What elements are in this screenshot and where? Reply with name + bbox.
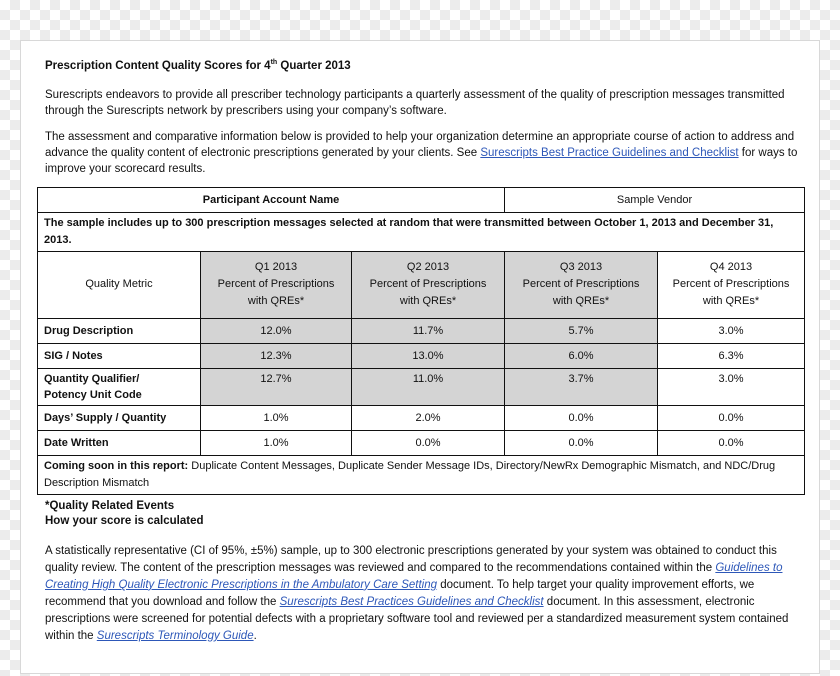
value-cell: 6.3% [658, 343, 805, 368]
sample-note: The sample includes up to 300 prescription messages selected at random that were transmitted between October 1, 2013 and December 31, 2013. [38, 212, 805, 251]
best-practice-link[interactable]: Surescripts Best Practice Guidelines and Checklist [480, 146, 739, 159]
table-row [38, 318, 805, 343]
column-header-q2: Q2 2013 Percent of Prescriptions with QREs* [352, 251, 505, 318]
metric-header: Quality Metric [38, 251, 201, 318]
metric-label: SIG / Notes [38, 343, 201, 368]
account-row [38, 187, 805, 212]
value-cell: 12.0% [201, 318, 352, 343]
title-text-end: Quarter 2013 [277, 59, 351, 72]
table-row [38, 343, 805, 368]
value-cell: 13.0% [352, 343, 505, 368]
document-page [20, 40, 820, 674]
value-cell: 0.0% [658, 430, 805, 455]
guidelines-link[interactable]: Guidelines to Creating High Quality Electronic Prescriptions in the Ambulatory Care Setting [45, 561, 783, 591]
assessment-text: The assessment and comparative information below is provided to help your organization determine an appropriate course of action to address and advance the quality content of electronic prescriptions generated by your clients. See [45, 130, 795, 159]
coming-soon-label: Coming soon in this report: [44, 459, 189, 472]
calculation-text: document. To help target your quality improvement efforts, we recommend that you download and follow the [45, 578, 755, 608]
value-cell: 3.0% [658, 318, 805, 343]
assessment-text-end: for ways to improve your scorecard results. [45, 146, 798, 175]
value-cell: 3.7% [505, 368, 658, 405]
column-header-q1: Q1 2013 Percent of Prescriptions with QREs* [201, 251, 352, 318]
assessment-paragraph [45, 129, 805, 177]
header-row [38, 251, 805, 318]
value-cell: 12.7% [201, 368, 352, 405]
terminology-guide-link[interactable]: Surescripts Terminology Guide [96, 629, 254, 642]
account-label: Participant Account Name [38, 187, 505, 212]
calculation-text: . [253, 629, 257, 642]
column-header-q4: Q4 2013 Percent of Prescriptions with QREs* [658, 251, 805, 318]
metric-label: Date Written [38, 430, 201, 455]
metric-label: Days’ Supply / Quantity [38, 405, 201, 430]
value-cell: 12.3% [201, 343, 352, 368]
title-text: Prescription Content Quality Scores for 4 [45, 59, 271, 72]
calculation-text: A statistically representative (CI of 95%, ±5%) sample, up to 300 electronic prescriptions generated by your system was obtained to conduct this quality review. The content of the prescription messages was reviewed and compared to the recommendations contained within the [45, 544, 777, 574]
value-cell: 1.0% [201, 405, 352, 430]
best-practices-link[interactable]: Surescripts Best Practices Guidelines and Checklist [279, 595, 544, 608]
value-cell: 0.0% [505, 430, 658, 455]
scorecard-table [37, 187, 805, 495]
value-cell: 0.0% [658, 405, 805, 430]
coming-soon-note [38, 455, 805, 494]
intro-paragraph: Surescripts endeavors to provide all prescriber technology participants a quarterly assessment of the quality of prescription messages transmitted through the Surescripts network by prescribers using your company’s software. [45, 88, 785, 117]
metric-label: Quantity Qualifier/ Potency Unit Code [38, 368, 201, 405]
qre-footnote: *Quality Related Events [45, 499, 175, 512]
account-value: Sample Vendor [505, 187, 805, 212]
column-header-q3: Q3 2013 Percent of Prescriptions with QREs* [505, 251, 658, 318]
value-cell: 0.0% [505, 405, 658, 430]
value-cell: 11.0% [352, 368, 505, 405]
value-cell: 2.0% [352, 405, 505, 430]
table-row [38, 368, 805, 405]
title-superscript: th [270, 59, 278, 66]
document-content [45, 55, 805, 645]
calculation-paragraph [45, 543, 805, 645]
value-cell: 5.7% [505, 318, 658, 343]
value-cell: 0.0% [352, 430, 505, 455]
calculation-text: document. In this assessment, electronic prescriptions were screened for potential defects with a proprietary software tool and reviewed per a standardized measurement system contained within the [45, 595, 789, 642]
document-title [45, 55, 805, 74]
how-calculated-heading: How your score is calculated [45, 514, 204, 527]
table-row [38, 405, 805, 430]
table-footnotes [45, 499, 805, 529]
metric-label: Drug Description [38, 318, 201, 343]
sample-row [38, 212, 805, 251]
coming-soon-text: Duplicate Content Messages, Duplicate Sender Message IDs, Directory/NewRx Demographic Mismatch, and NDC/Drug Description Mismatch [44, 459, 776, 489]
value-cell: 6.0% [505, 343, 658, 368]
value-cell: 3.0% [658, 368, 805, 405]
coming-soon-row [38, 455, 805, 494]
value-cell: 11.7% [352, 318, 505, 343]
table-row [38, 430, 805, 455]
value-cell: 1.0% [201, 430, 352, 455]
